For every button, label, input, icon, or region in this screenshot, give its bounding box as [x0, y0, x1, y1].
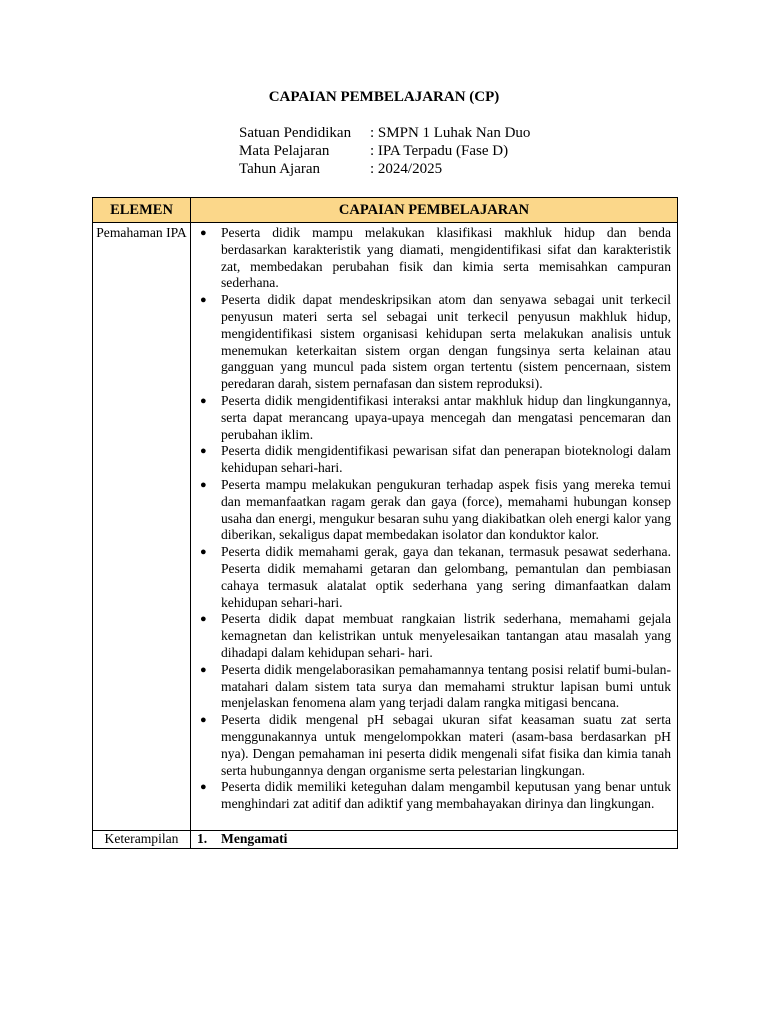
elemen-cell: Keterampilan — [93, 830, 191, 848]
bullet-icon: ● — [200, 781, 207, 794]
info-label: Mata Pelajaran — [239, 143, 330, 159]
bullet-icon: ● — [200, 227, 207, 239]
info-row-tahun-ajaran — [239, 160, 530, 178]
info-value: : 2024/2025 — [370, 161, 443, 177]
list-item-text: Peserta didik mampu melakukan klasifikasi makhluk hidup dan benda berdasarkan karakteristik yang diamati, mengidentifikasi sifat dan karakteristik zat, membedakan perubahan fisik dan kimia serta memisahkan campuran sederhana. — [221, 225, 671, 291]
elemen-cell: Pemahaman IPA — [93, 223, 191, 831]
bullet-icon: ● — [200, 714, 207, 727]
list-item-text: Peserta didik memahami gerak, gaya dan tekanan, termasuk pesawat sederhana. Peserta didik memahami getaran dan gelombang, pemantulan dan pembiasan cahaya termasuk alatalat optik sederhana yang sering dimanfaatkan dalam kehidupan sehari-hari. — [221, 544, 671, 610]
cp-cell — [191, 223, 678, 831]
header-elemen: ELEMEN — [93, 198, 191, 223]
cp-list — [197, 225, 671, 813]
list-item — [197, 611, 671, 661]
table-row — [93, 830, 678, 848]
info-value: : IPA Terpadu (Fase D) — [370, 143, 509, 159]
list-item — [197, 292, 671, 393]
list-item — [197, 443, 671, 477]
bullet-icon: ● — [200, 294, 207, 307]
list-item — [197, 662, 671, 712]
list-item-text: Peserta didik mengenal pH sebagai ukuran sifat keasaman suatu zat serta menggunakannya untuk mengelompokkan materi (asam-basa berdasarkan pH nya). Dengan pemahaman ini peserta didik mengenali sifat fisika dan kimia tanah serta hubungannya dengan organisme serta pelestarian lingkungan. — [221, 712, 671, 778]
list-item — [197, 225, 671, 292]
info-value: : SMPN 1 Luhak Nan Duo — [370, 125, 531, 141]
section-heading: Mengamati — [221, 830, 288, 846]
info-row-mata-pelajaran — [239, 142, 530, 160]
bullet-icon: ● — [200, 394, 207, 407]
list-number: 1. — [197, 830, 208, 846]
info-label: Satuan Pendidikan — [239, 125, 352, 141]
list-item — [197, 544, 671, 611]
info-label: Tahun Ajaran — [239, 161, 321, 177]
header-capaian-pembelajaran: CAPAIAN PEMBELAJARAN — [191, 198, 678, 223]
table-header-row — [93, 198, 678, 223]
list-item-text: Peserta mampu melakukan pengukuran terhadap aspek fisis yang mereka temui dan memanfaatkan ragam gerak dan gaya (force), memahami hubungan konsep usaha dan energi, mengukur besaran suhu yang diakibatkan oleh energi kalor yang diberikan, sekaligus dapat membedakan isolator dan konduktor kalor. — [221, 476, 671, 543]
list-item — [197, 712, 671, 779]
list-item-text: Peserta didik mengelaborasikan pemahamannya tentang posisi relatif bumi-bulan-matahari dalam sistem tata surya dan memahami struktur lapisan bumi untuk menjelaskan fenomena alam yang terjadi dalam rangka mitigasi bencana. — [221, 661, 671, 711]
list-item-text: Peserta didik mengidentifikasi pewarisan sifat dan penerapan bioteknologi dalam kehidupan sehari-hari. — [221, 443, 671, 476]
document-info — [239, 124, 530, 178]
list-item — [197, 477, 671, 544]
list-item — [197, 393, 671, 443]
info-row-satuan-pendidikan — [239, 124, 530, 142]
list-item-text: Peserta didik memiliki keteguhan dalam mengambil keputusan yang benar untuk menghindari zat aditif dan adiktif yang membahayakan dirinya dan lingkungan. — [221, 779, 671, 812]
bullet-icon: ● — [200, 478, 207, 491]
page-title: CAPAIAN PEMBELAJARAN (CP) — [268, 89, 500, 105]
bullet-icon: ● — [200, 445, 207, 458]
bullet-icon: ● — [200, 613, 207, 626]
list-item-text: Peserta didik mengidentifikasi interaksi antar makhluk hidup dan lingkungannya, serta dapat merancang upaya-upaya mencegah dan mengatasi pencemaran dan perubahan iklim. — [221, 392, 671, 442]
cp-cell — [191, 830, 678, 848]
list-item — [197, 779, 671, 813]
list-item-text: Peserta didik dapat mendeskripsikan atom dan senyawa sebagai unit terkecil penyusun materi serta sel sebagai unit terkecil penyusun makhluk hidup, mengidentifikasi sistem organisasi kehidupan serta melakukan analisis untuk menemukan keterkaitan sistem organ dengan fungsinya serta kelainan atau gangguan yang muncul pada sistem organ tertentu (sistem pencernaan, sistem peredaran darah, sistem pernafasan dan sistem reproduksi). — [221, 292, 671, 392]
bullet-icon: ● — [200, 663, 207, 676]
table-row — [93, 223, 678, 831]
bullet-icon: ● — [200, 546, 207, 559]
list-item-text: Peserta didik dapat membuat rangkaian listrik sederhana, memahami gejala kemagnetan dan kelistrikan untuk menyelesaikan tantangan atau masalah yang dihadapi dalam kehidupan sehari- hari. — [221, 611, 671, 660]
cp-table — [92, 197, 678, 849]
